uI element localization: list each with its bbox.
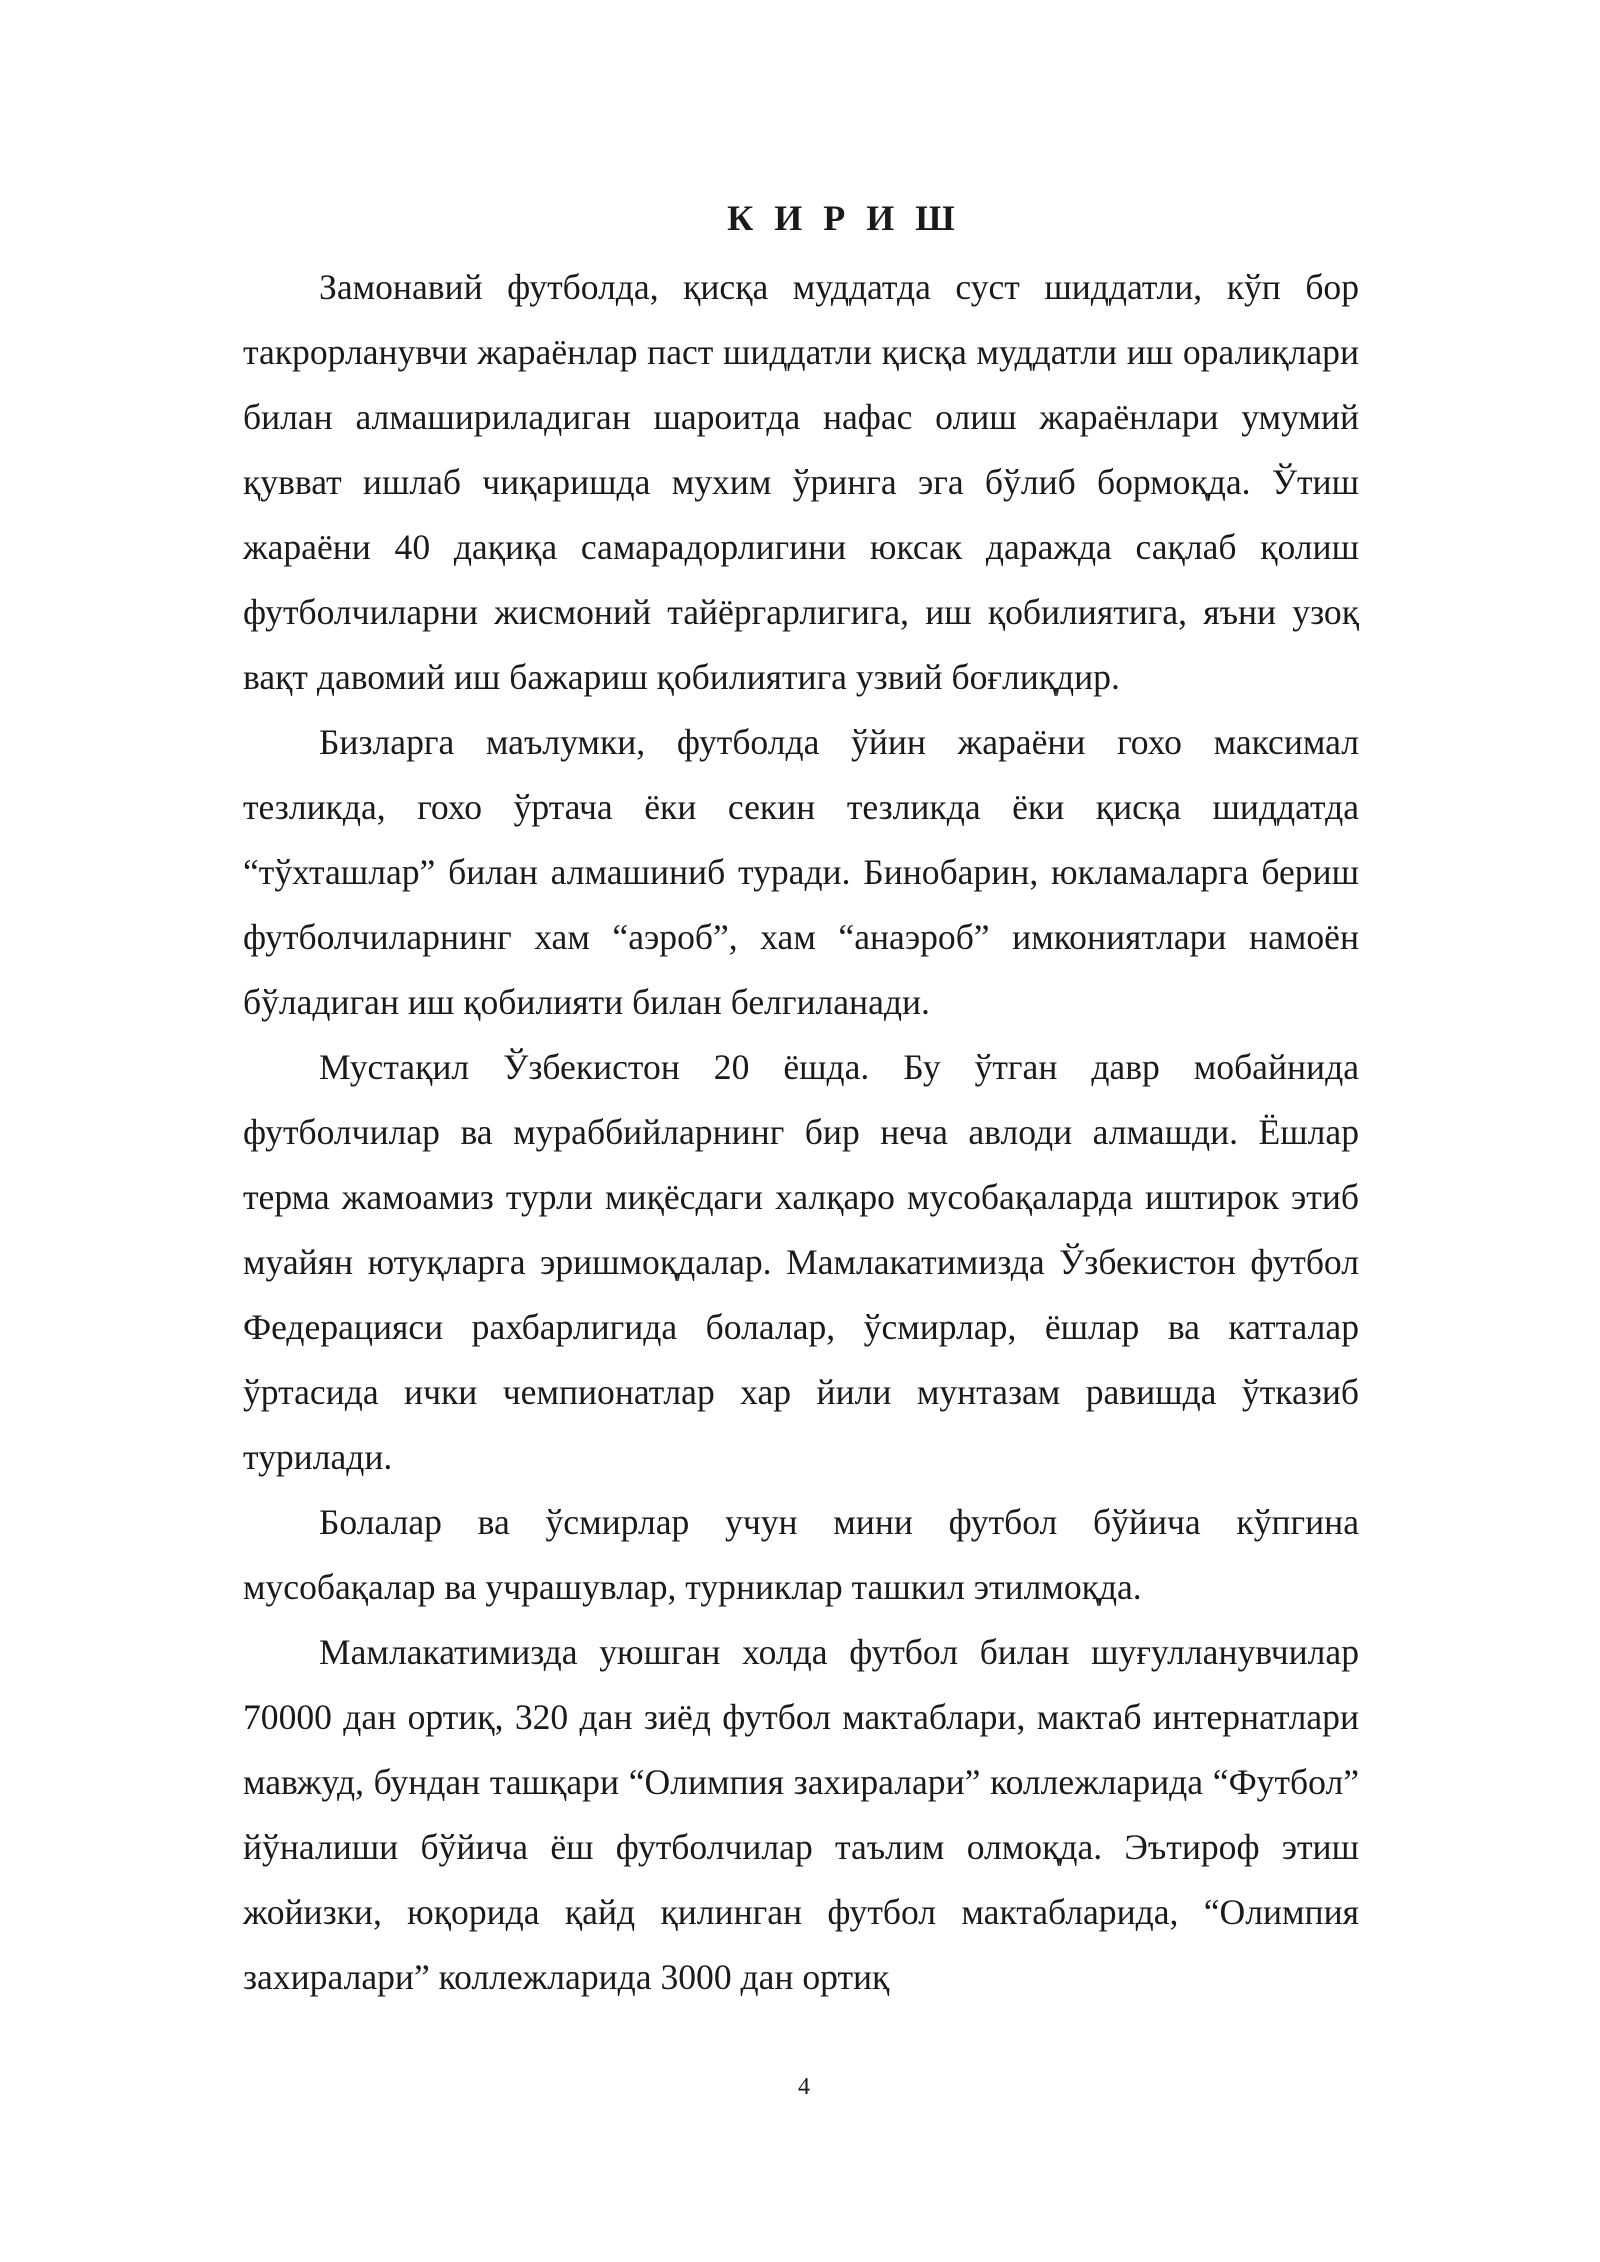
page-number: 4: [798, 2074, 810, 2100]
paragraph: Мамлакатимизда уюшган холда футбол билан шуғулланувчилар 70000 дан ортиқ, 320 дан зиёд футбол мактаблари, мактаб интернатлари мавжуд, бундан ташқари “Олимпия захиралари” коллежларида “Футбол” йўналиши бўйича ёш футболчилар таълим олмоқда. Эътироф этиш жойизки, юқорида қайд қилинган футбол мактабларида, “Олимпия захиралари” коллежларида 3000 дан ортиқ: [243, 1632, 1359, 1997]
paragraph: Замонавий футболда, қисқа муддатда суст шиддатли, кўп бор такрорланувчи жараёнлар паст шиддатли қисқа муддатли иш оралиқлари билан алмашириладиган шароитда нафас олиш жараёнлари умумий қувват ишлаб чиқаришда мухим ўринга эга бўлиб бормоқда. Ўтиш жараёни 40 дақиқа самарадорлигини юксак даражда сақлаб қолиш футболчиларни жисмоний тайёргарлигига, иш қобилиятига, яъни узоқ вақт давомий иш бажариш қобилиятига узвий боғлиқдир.: [243, 267, 1359, 697]
section-heading: К И Р И Ш: [727, 198, 961, 238]
paragraph: Болалар ва ўсмирлар учун мини футбол бўйича кўпгина мусобақалар ва учрашувлар, турниклар ташкил этилмоқда.: [243, 1502, 1359, 1607]
paragraph: Бизларга маълумки, футболда ўйин жараёни гохо максимал тезликда, гохо ўртача ёки секин тезликда ёки қисқа шиддатда “тўхташлар” билан алмашиниб туради. Бинобарин, юкламаларга бериш футболчиларнинг хам “аэроб”, хам “анаэроб” имкониятлари намоён бўладиган иш қобилияти билан белгиланади.: [243, 722, 1359, 1022]
paragraph: Мустақил Ўзбекистон 20 ёшда. Бу ўтган давр мобайнида футболчилар ва мураббийларнинг бир неча авлоди алмашди. Ёшлар терма жамоамиз турли миқёсдаги халқаро мусобақаларда иштирок этиб муайян ютуқларга эришмоқдалар. Мамлакатимизда Ўзбекистон футбол Федерацияси рахбарлигида болалар, ўсмирлар, ёшлар ва катталар ўртасида ички чемпионатлар хар йили мунтазам равишда ўтказиб турилади.: [243, 1047, 1359, 1477]
body-text: [243, 255, 1359, 2010]
